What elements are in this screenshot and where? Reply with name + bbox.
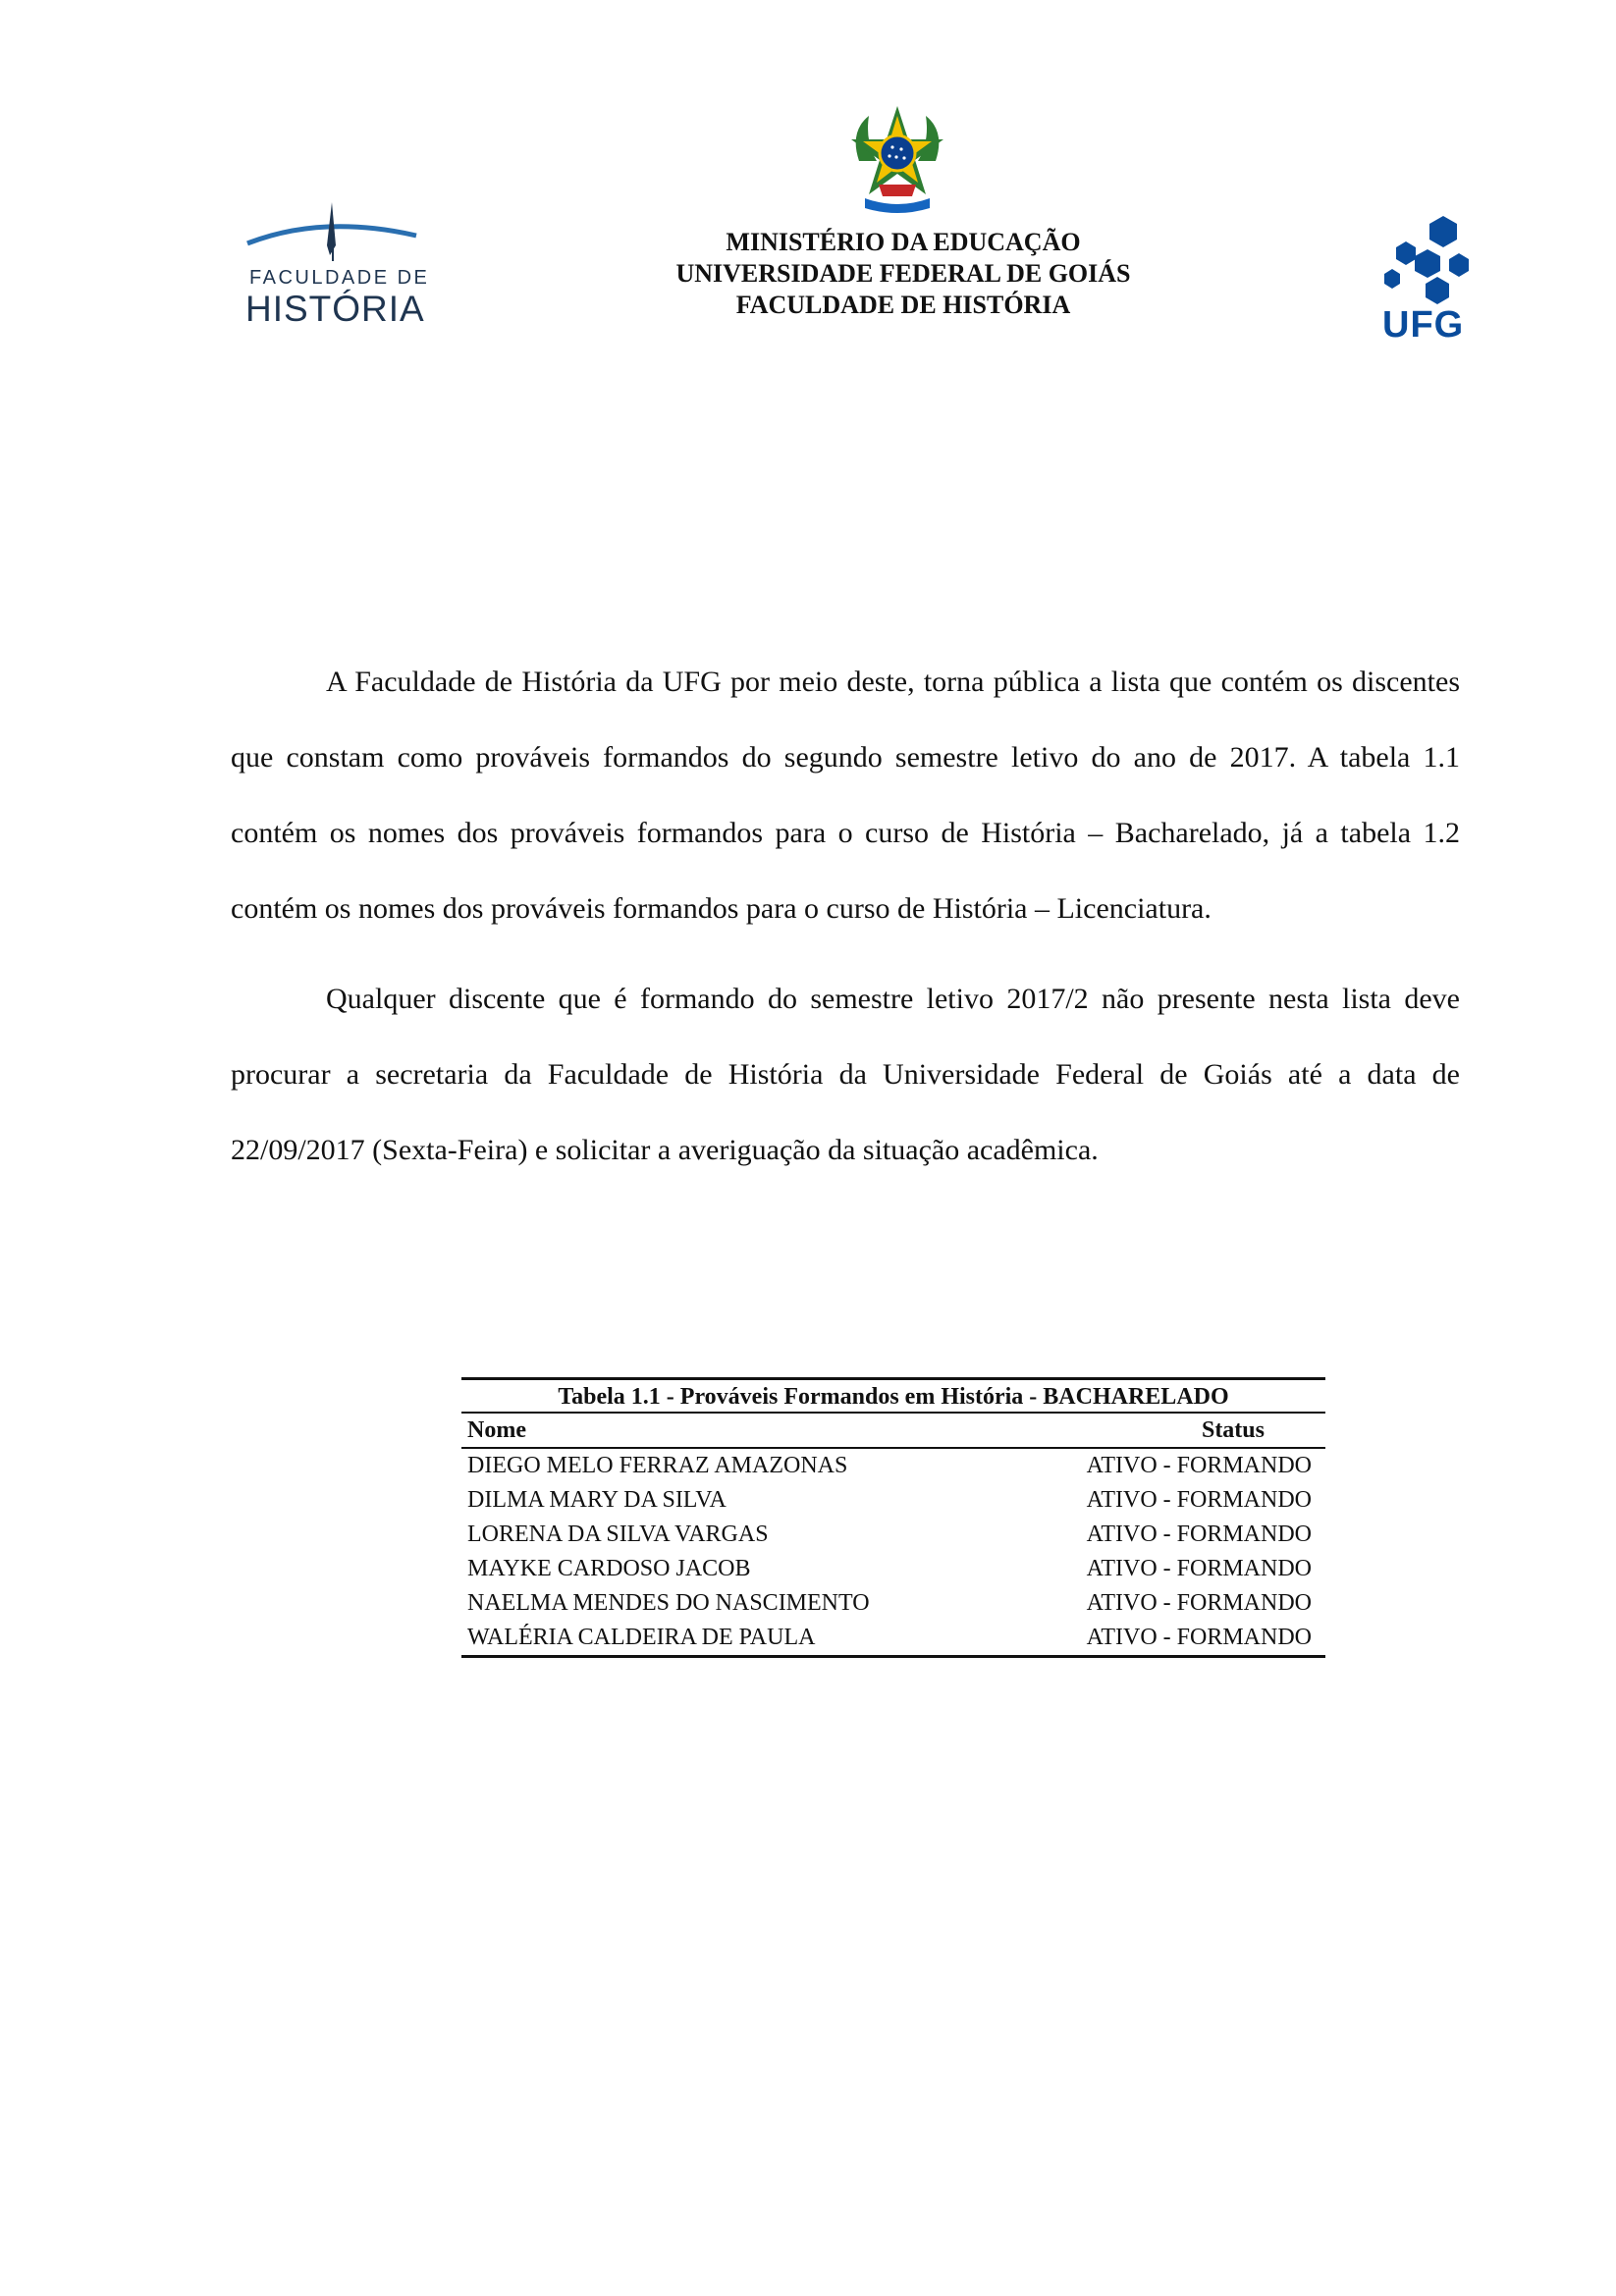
student-name: DIEGO MELO FERRAZ AMAZONAS — [467, 1453, 848, 1478]
student-name: MAYKE CARDOSO JACOB — [467, 1556, 751, 1581]
student-name: DILMA MARY DA SILVA — [467, 1487, 727, 1513]
pen-arc-icon — [243, 196, 430, 270]
table-row — [461, 1552, 1325, 1586]
faculdade-historia-logo — [243, 196, 430, 334]
student-status: ATIVO - FORMANDO — [1086, 1453, 1312, 1478]
paragraph-instructions: Qualquer discente que é formando do semestre letivo 2017/2 não presente nesta lista deve procurar a secretaria da Faculdade de História da Universidade Federal de Goiás até a data de 22/09/2017 (Sexta-Feira) e solicitar a averiguação da situação acadêmica. — [231, 983, 1460, 1166]
student-name: WALÉRIA CALDEIRA DE PAULA — [461, 1621, 1004, 1657]
column-header-nome: Nome — [461, 1414, 1004, 1448]
announcement-body — [231, 644, 1460, 1188]
table-row — [461, 1483, 1325, 1518]
faculdade-de-label: FACULDADE DE — [249, 267, 430, 289]
ufg-wordmark: UFG — [1382, 304, 1465, 346]
student-name: LORENA DA SILVA VARGAS — [467, 1522, 769, 1547]
student-status: ATIVO - FORMANDO — [1086, 1556, 1312, 1581]
table-caption: Tabela 1.1 - Prováveis Formandos em História - BACHARELADO — [461, 1377, 1325, 1414]
hexagon-cluster-icon — [1380, 214, 1479, 304]
table-row — [461, 1448, 1325, 1483]
student-status: ATIVO - FORMANDO — [1086, 1590, 1312, 1616]
historia-label: HISTÓRIA — [245, 289, 425, 329]
page-header — [0, 0, 1616, 373]
graduates-table — [461, 1377, 1325, 1658]
student-status: ATIVO - FORMANDO — [1086, 1487, 1312, 1513]
brazil-coat-of-arms-icon — [839, 102, 955, 218]
student-name: NAELMA MENDES DO NASCIMENTO — [467, 1590, 870, 1616]
institution-line-ministry: MINISTÉRIO DA EDUCAÇÃO — [726, 228, 1081, 256]
graduates-table-container — [461, 1377, 1325, 1658]
institution-line-university: UNIVERSIDADE FEDERAL DE GOIÁS — [675, 259, 1131, 288]
table-row — [461, 1621, 1325, 1657]
table-header-row — [461, 1414, 1325, 1448]
institution-heading — [609, 227, 1198, 321]
column-header-status: Status — [1004, 1414, 1325, 1448]
student-status: ATIVO - FORMANDO — [1004, 1621, 1325, 1657]
student-status: ATIVO - FORMANDO — [1086, 1522, 1312, 1547]
ufg-logo — [1380, 214, 1479, 351]
institution-line-faculty: FACULDADE DE HISTÓRIA — [735, 291, 1071, 319]
table-row — [461, 1586, 1325, 1621]
table-row — [461, 1518, 1325, 1552]
paragraph-intro: A Faculdade de História da UFG por meio deste, torna pública a lista que contém os discentes que constam como prováveis formandos do segundo semestre letivo do ano de 2017. A tabela 1.1 contém os nomes dos prováveis formandos para o curso de História – Bacharelado, já a tabela 1.2 contém os nomes dos prováveis formandos para o curso de História – Licenciatura. — [231, 666, 1460, 925]
